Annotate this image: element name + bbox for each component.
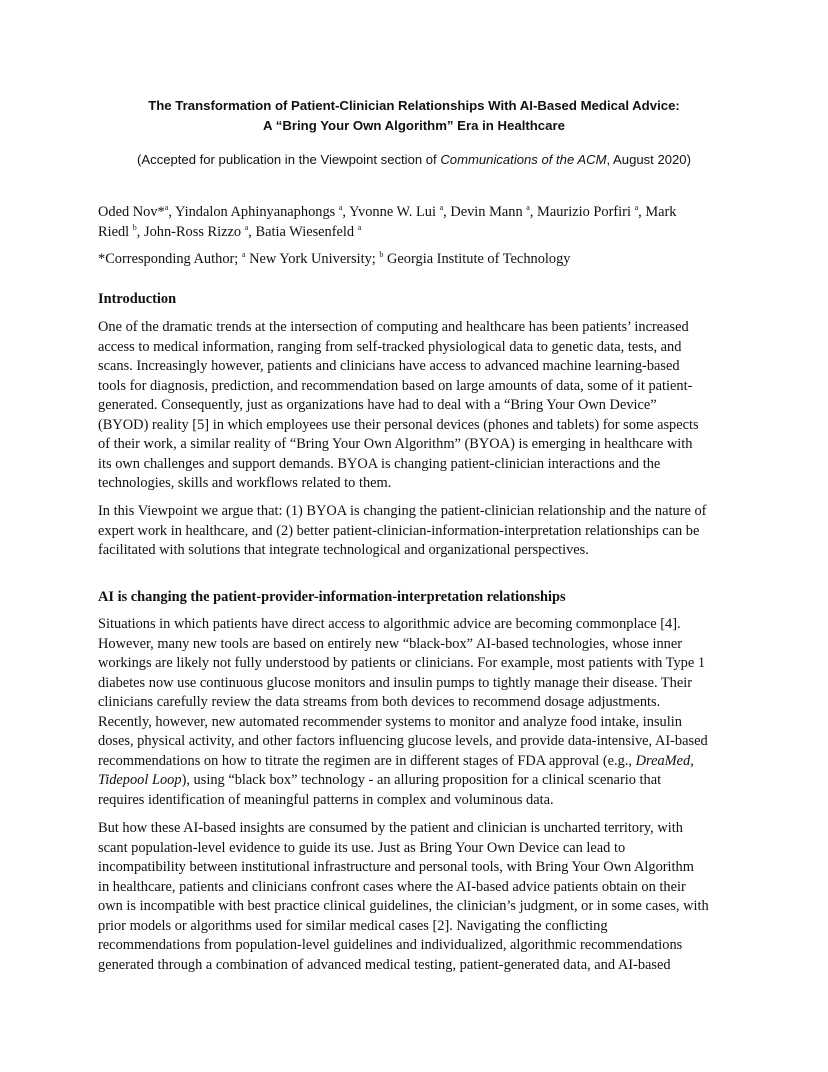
author-affiliation-mark: a [357, 222, 362, 232]
title-line-2: A “Bring Your Own Algorithm” Era in Healthcare [263, 118, 565, 133]
text-line: its own challenges and support demands. BYOA is changing patient-clinician interactions and the [98, 455, 661, 472]
publication-venue: Communications of the ACM [440, 152, 607, 167]
section-heading-ai: AI is changing the patient-provider-information-interpretation relationships [98, 589, 566, 605]
author-name: , John-Ross Rizzo [136, 223, 245, 240]
text-fragment: recommendations on how to titrate the regimen are in different stages of FDA approval (e.g., [98, 752, 636, 769]
text-line: incompatibility between institutional infrastructure and personal tools, with Bring Your Own Algorithm [98, 859, 694, 875]
text-line: access to medical information, ranging from self-tracked physiological data to genetic data, tests, and [98, 338, 682, 355]
product-name: DreaMed [635, 752, 691, 769]
text-line: scans. Increasingly however, patients and clinicians have access to advanced machine learning-based [98, 358, 680, 374]
affiliation-mark-a: a [241, 250, 246, 260]
author-affiliation-mark: b [132, 222, 137, 232]
text-line: expert work in healthcare, and (2) better patient-clinician-information-interpretation relationships can be [98, 522, 700, 539]
affiliation-b: Georgia Institute of Technology [383, 251, 571, 267]
paper-title [60, 96, 768, 136]
corresponding-author-note: *Corresponding Author; [98, 251, 242, 267]
author-name: , Devin Mann [443, 204, 527, 220]
paragraph-intro-2 [98, 502, 738, 561]
text-line: technologies, skills and workflows related to them. [98, 475, 392, 491]
author-line-2 [98, 223, 738, 243]
text-line: in healthcare, patients and clinicians confront cases where the AI-based advice patients obtain on their [98, 878, 686, 895]
text-line: diabetes now use continuous glucose monitors and insulin pumps to tightly manage their disease. Their [98, 674, 693, 691]
product-name: Tidepool Loop [98, 772, 182, 788]
text-line: But how these AI-based insights are consumed by the patient and clinician is uncharted territory, with [98, 820, 683, 836]
title-line-1: The Transformation of Patient-Clinician Relationships With AI-Based Medical Advice: [148, 98, 680, 113]
author-affiliation-mark: a [439, 203, 444, 213]
text-line: clinicians carefully review the data streams from both devices to recommend dosage adjustments. [98, 694, 661, 710]
author-list [98, 203, 738, 242]
affiliation-mark-b: b [379, 250, 384, 260]
author-affiliation-mark: a [634, 203, 639, 213]
text-line: doses, physical activity, and other factors influencing glucose levels, and provide data-intensive, AI-based [98, 733, 708, 749]
text-line [98, 771, 738, 791]
author-affiliation-mark: a [526, 203, 530, 213]
text-line: recommendations from population-level guidelines and individualized, algorithmic recommendations [98, 937, 683, 953]
text-line: Recently, however, new automated recommender systems to monitor and analyze food intake, insulin [98, 713, 682, 730]
text-line: Situations in which patients have direct access to algorithmic advice are becoming commonplace [4]. [98, 616, 681, 632]
text-line: workings are likely not fully understood by patients or clinicians. For example, most patients with Type 1 [98, 655, 706, 671]
text-line: scant population-level evidence to guide its use. Just as Bring Your Own Device can lead to [98, 839, 626, 856]
author-name: Riedl [98, 223, 133, 240]
publication-note [60, 151, 768, 169]
author-affiliation-mark: a [164, 203, 169, 213]
text-line: prior models or algorithms used for similar medical cases [2]. Navigating the conflicting [98, 917, 608, 934]
author-name: , Yindalon Aphinyanaphongs [168, 204, 339, 220]
author-line-1 [98, 203, 738, 223]
paragraph-intro-1 [98, 318, 738, 494]
text-line: facilitated with solutions that integrate technological and organizational perspectives. [98, 542, 589, 558]
text-line: generated. Consequently, just as organizations have had to deal with a “Bring Your Own Device” [98, 397, 657, 413]
text-line: generated through a combination of advanced medical testing, patient-generated data, and AI-based [98, 956, 671, 973]
text-line: requires identification of meaningful patterns in complex and voluminous data. [98, 791, 554, 808]
text-fragment: , [690, 752, 694, 769]
author-affiliation-mark: a [338, 203, 343, 213]
author-name: , Maurizio Porfiri [529, 204, 635, 220]
text-line: tools for diagnosis, prediction, and recommendation based on large amounts of data, some of it patient- [98, 377, 693, 394]
text-line: However, many new tools are based on entirely new “black-box” AI-based technologies, whose inner [98, 635, 683, 652]
publication-prefix: (Accepted for publication in the Viewpoint section of [137, 152, 441, 167]
affiliations [98, 250, 738, 270]
text-fragment: ), using “black box” technology - an alluring proposition for a clinical scenario that [181, 772, 662, 788]
text-line: (BYOD) reality [5] in which employees use their personal devices (phones and tablets) for some aspects [98, 416, 699, 433]
paragraph-ai-2 [98, 819, 738, 975]
author-name: Oded Nov* [98, 204, 165, 220]
author-name: , Mark [638, 204, 677, 220]
author-name: , Yvonne W. Lui [342, 204, 440, 220]
author-name: , Batia Wiesenfeld [248, 223, 358, 240]
section-heading-introduction: Introduction [98, 291, 177, 307]
paragraph-ai-1 [98, 615, 738, 810]
text-line: of their work, a similar reality of “Bring Your Own Algorithm” (BYOA) is emerging in healthcare with [98, 436, 693, 452]
author-affiliation-mark: a [244, 222, 249, 232]
text-line: One of the dramatic trends at the intersection of computing and healthcare has been patients’ increased [98, 319, 689, 335]
affiliation-a: New York University; [245, 251, 380, 267]
text-line: In this Viewpoint we argue that: (1) BYOA is changing the patient-clinician relationship and the nature of [98, 503, 707, 519]
text-line [98, 752, 738, 772]
text-line: own is incompatible with best practice clinical guidelines, the clinician’s judgment, or in some cases, with [98, 898, 709, 914]
publication-suffix: , August 2020) [606, 152, 691, 167]
